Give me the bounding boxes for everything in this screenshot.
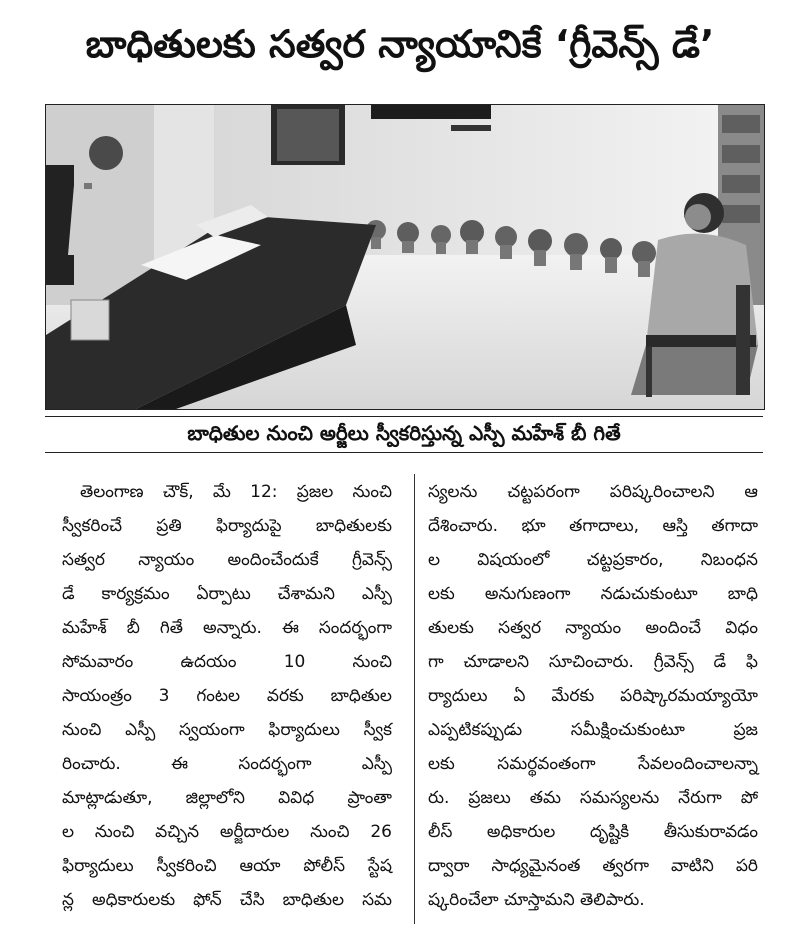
article-line: ర్యాదులు ఏ మేరకు పరిష్కారమయ్యాయో xyxy=(428,686,758,706)
article-line: డే కార్యక్రమం ఏర్పాటు చేశామని ఎస్పీ xyxy=(62,584,392,604)
article-line: రు. ప్రజలు తమ సమస్యలను నేరుగా పో xyxy=(428,788,758,808)
article-line: తెలంగాణ చౌక్, మే 12: ప్రజల నుంచి xyxy=(80,482,392,502)
caption-top-rule xyxy=(45,416,763,417)
headline: బాధితులకు సత్వర న్యాయానికే ‘గ్రీవెన్స్ డే’ xyxy=(85,22,715,66)
article-line: మహేశ్ బీ గితే అన్నారు. ఈ సందర్భంగా xyxy=(62,618,392,638)
article-line: న్ల అధికారులకు ఫోన్ చేసి బాధితుల సమ xyxy=(62,890,392,910)
caption-bottom-rule xyxy=(45,452,763,453)
article-line: ఎప్పటికప్పుడు సమీక్షించుకుంటూ ప్రజ xyxy=(428,720,758,740)
article-line: సాయంత్రం 3 గంటల వరకు బాధితుల xyxy=(62,686,392,706)
article-line: దేశించారు. భూ తగాదాలు, ఆస్తి తగాదా xyxy=(428,516,758,536)
police-officer-grievance-photo xyxy=(46,105,764,409)
article-column-right xyxy=(428,475,758,917)
news-photo xyxy=(45,104,765,410)
photo-caption: బాధితుల నుంచి అర్జీలు స్వీకరిస్తున్న ఎస్పీ మహేశ్ బీ గితే xyxy=(187,421,621,445)
article-line: మాట్లాడుతూ, జిల్లాలోని వివిధ ప్రాంతా xyxy=(62,788,392,808)
article-line: ష్కరించేలా చూస్తామని తెలిపారు. xyxy=(428,890,645,910)
column-divider xyxy=(414,474,415,924)
article-line: సత్వర న్యాయం అందించేందుకే గ్రీవెన్స్ xyxy=(62,550,392,570)
article-line: సోమవారం ఉదయం 10 నుంచి xyxy=(62,652,392,672)
article-line: ల నుంచి వచ్చిన అర్జీదారుల నుంచి 26 xyxy=(62,822,392,842)
article-line: తులకు సత్వర న్యాయం అందించే విధం xyxy=(428,618,758,638)
article-line: లకు సమర్థవంతంగా సేవలందించాలన్నా xyxy=(428,754,758,774)
article-line: ద్వారా సాధ్యమైనంత త్వరగా వాటిని పరి xyxy=(428,856,758,876)
article-line: స్యలను చట్టపరంగా పరిష్కరించాలని ఆ xyxy=(428,482,758,502)
article-line: స్వీకరించే ప్రతి ఫిర్యాదుపై బాధితులకు xyxy=(62,516,392,536)
article-line: రించారు. ఈ సందర్భంగా ఎస్పీ xyxy=(62,754,392,774)
article-line: లీస్ అధికారుల దృష్టికి తీసుకురావడం xyxy=(428,822,758,842)
article-line: నుంచి ఎస్పీ స్వయంగా ఫిర్యాదులు స్వీక xyxy=(62,720,392,740)
article-column-left xyxy=(62,475,392,917)
article-line: లకు అనుగుణంగా నడుచుకుంటూ బాధి xyxy=(428,584,758,604)
article-line: ల విషయంలో చట్టప్రకారం, నిబంధన xyxy=(428,550,758,570)
article-line: ఫిర్యాదులు స్వీకరించి ఆయా పోలీస్ స్టేష xyxy=(62,856,392,876)
article-line: గా చూడాలని సూచించారు. గ్రీవెన్స్ డే ఫి xyxy=(428,652,758,672)
